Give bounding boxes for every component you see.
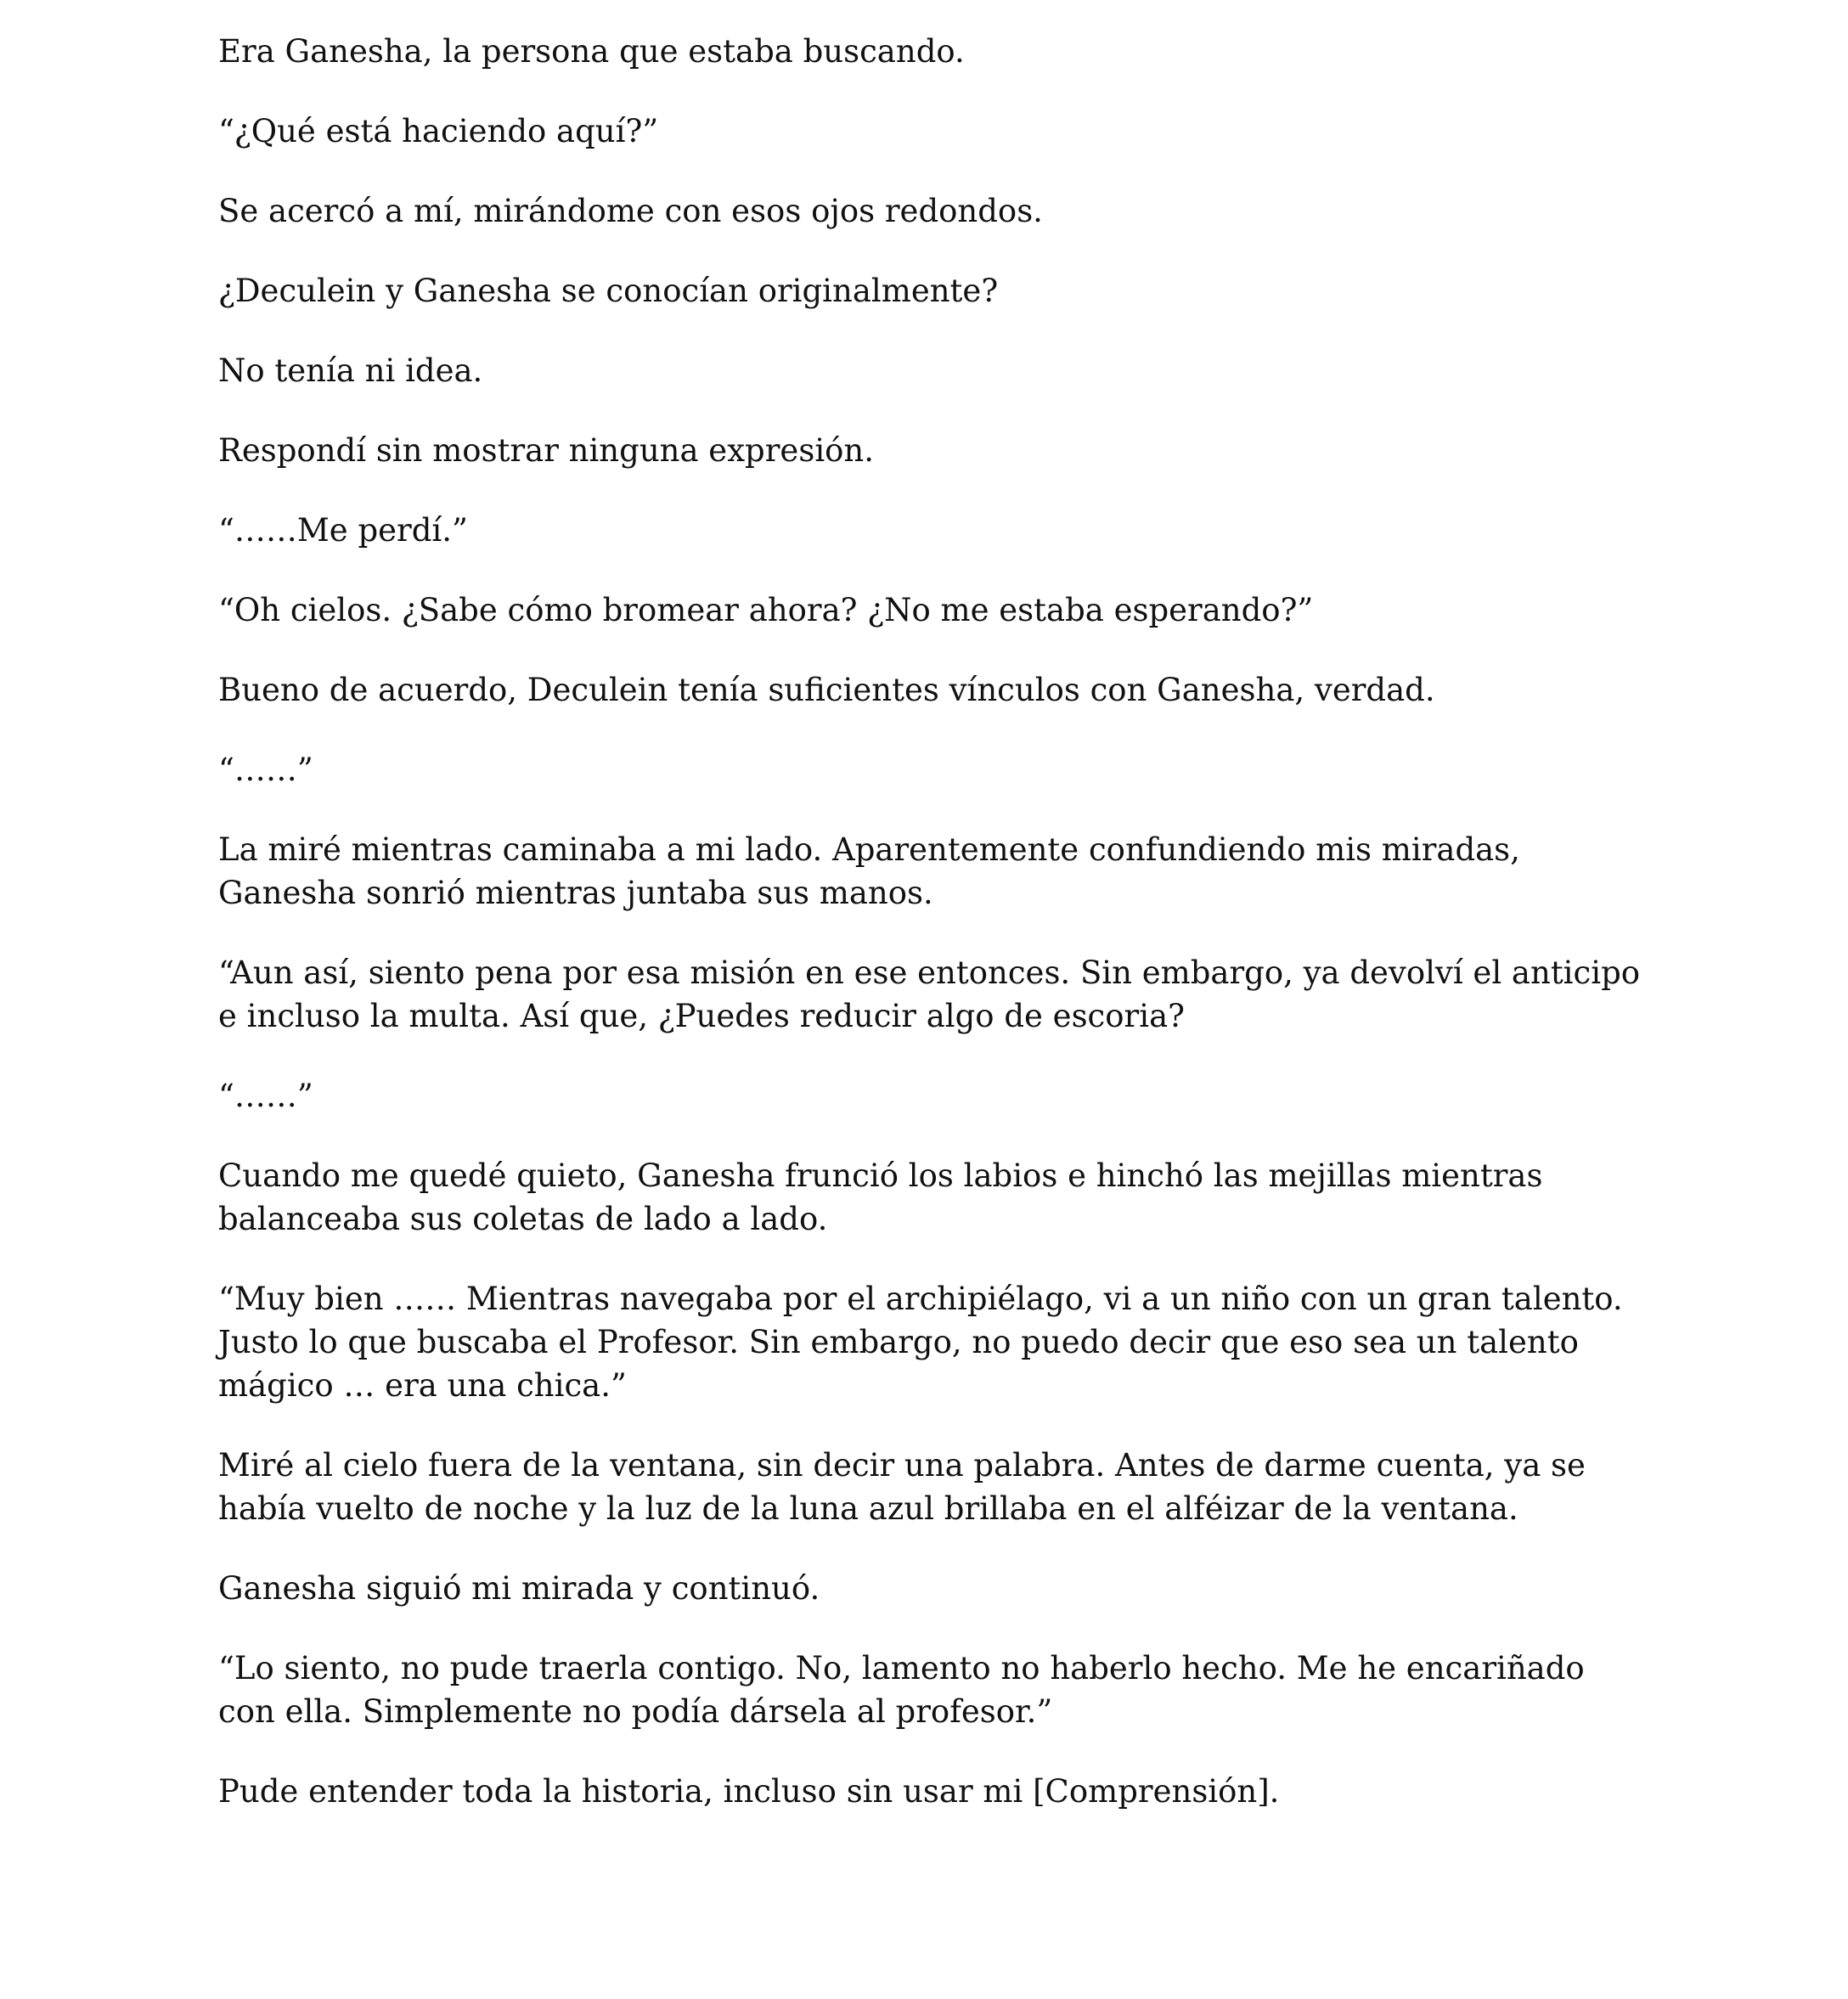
paragraph: “……” — [218, 752, 313, 788]
paragraph: Pude entender toda la historia, incluso sin usar mi [Comprensión]. — [218, 1773, 1280, 1810]
paragraph: La miré mientras caminaba a mi lado. Aparentemente confundiendo mis miradas, Ganesha sonrió mientras juntaba sus manos. — [218, 831, 1520, 911]
paragraph: “Lo siento, no pude traerla contigo. No, lamento no haberlo hecho. Me he encariñado con ella. Simplemente no podía dársela al profesor.” — [218, 1650, 1585, 1730]
paragraph: “Aun así, siento pena por esa misión en ese entonces. Sin embargo, ya devolví el anticipo e incluso la multa. Así que, ¿Puedes reducir algo de escoria? — [218, 954, 1641, 1034]
paragraph: Bueno de acuerdo, Deculein tenía suficientes vínculos con Ganesha, verdad. — [218, 672, 1435, 708]
paragraph: Cuando me quedé quieto, Ganesha frunció los labios e hinchó las mejillas mientras balanceaba sus coletas de lado a lado. — [218, 1157, 1543, 1237]
paragraph: “¿Qué está haciendo aquí?” — [218, 113, 659, 149]
paragraph: Miré al cielo fuera de la ventana, sin decir una palabra. Antes de darme cuenta, ya se había vuelto de noche y la luz de la luna azul brillaba en el alféizar de la ventana. — [218, 1447, 1586, 1527]
paragraph: “……Me perdí.” — [218, 512, 468, 549]
paragraph: “Muy bien …… Mientras navegaba por el archipiélago, vi a un niño con un gran talento. Justo lo que buscaba el Profesor. Sin embargo, no puedo decir que eso sea un talento mágico … era una chica.” — [218, 1281, 1623, 1404]
paragraph: Se acercó a mí, mirándome con esos ojos redondos. — [218, 193, 1043, 229]
paragraph: Era Ganesha, la persona que estaba buscando. — [218, 33, 965, 70]
paragraph: “……” — [218, 1078, 313, 1114]
paragraph: Ganesha siguió mi mirada y continuó. — [218, 1570, 820, 1607]
paragraph: “Oh cielos. ¿Sabe cómo bromear ahora? ¿No me estaba esperando?” — [218, 592, 1314, 628]
paragraph: ¿Deculein y Ganesha se conocían originalmente? — [218, 273, 999, 309]
paragraph: Respondí sin mostrar ninguna expresión. — [218, 432, 875, 469]
paragraph: No tenía ni idea. — [218, 352, 483, 389]
document-page — [218, 30, 1645, 1850]
